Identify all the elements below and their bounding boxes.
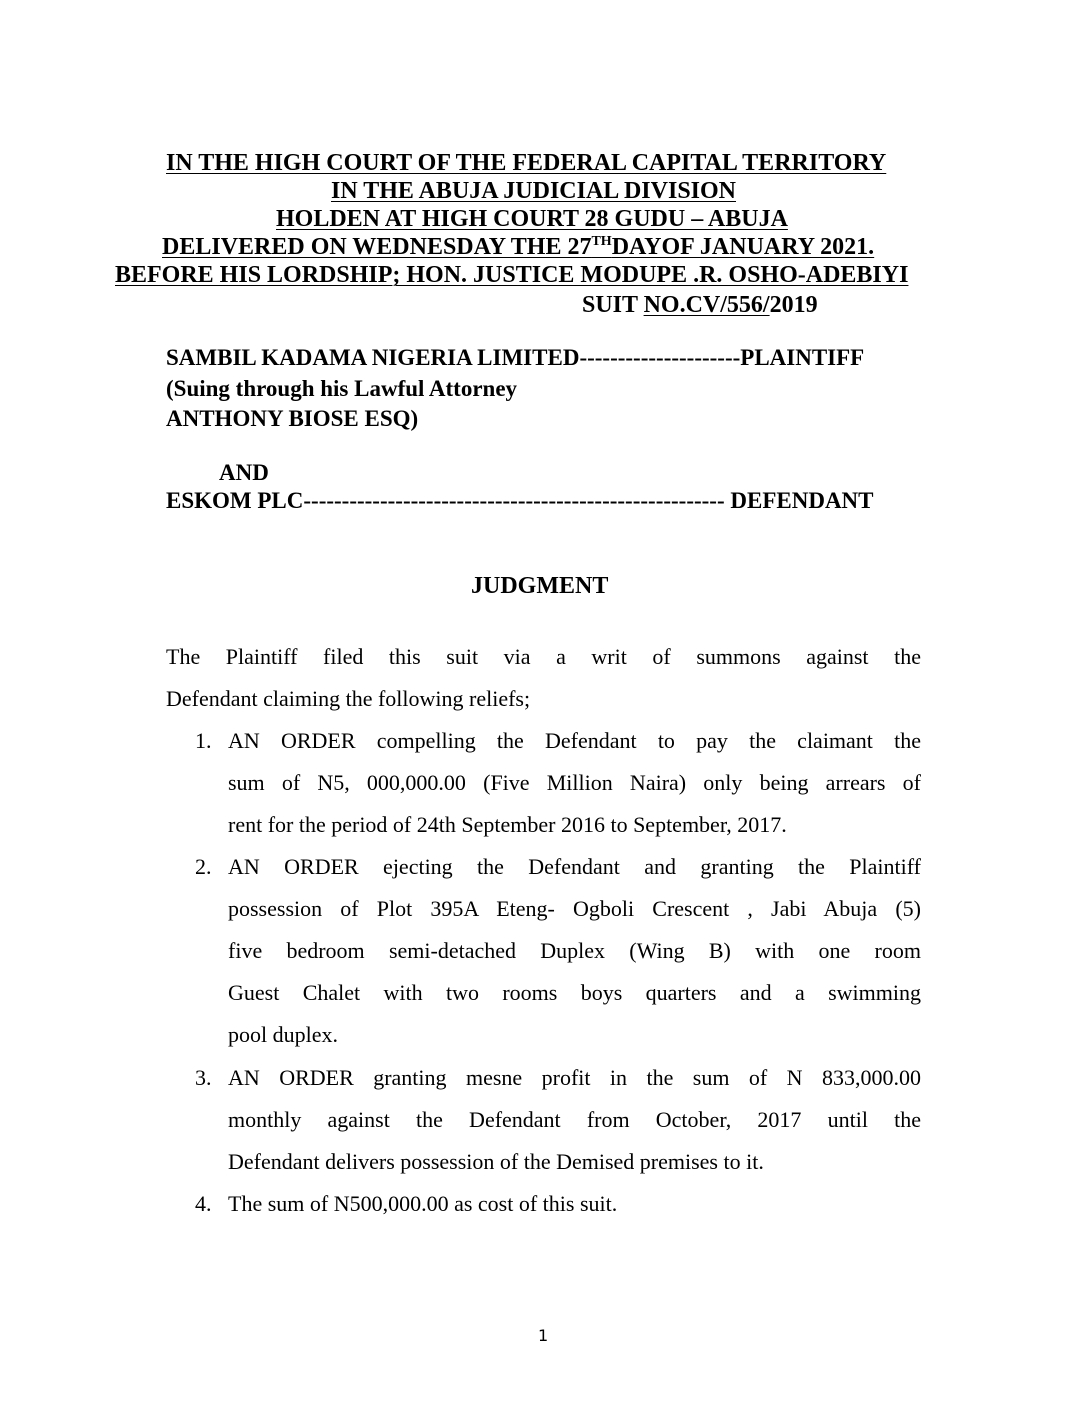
delivery-date-sup: TH xyxy=(591,234,612,249)
defendant-role: DEFENDANT xyxy=(724,488,874,513)
relief-line: monthly against the Defendant from October, 2017 until the xyxy=(228,1107,921,1132)
attorney-line-2: ANTHONY BIOSE ESQ) xyxy=(166,406,419,431)
relief-line: Guest Chalet with two rooms boys quarters and a swimming xyxy=(228,980,921,1005)
court-title: IN THE HIGH COURT OF THE FEDERAL CAPITAL TERRITORY xyxy=(166,150,887,176)
and-separator: AND xyxy=(219,460,269,485)
plaintiff-dashes: --------------------- xyxy=(579,345,741,370)
relief-number: 4. xyxy=(195,1191,212,1216)
relief-line: AN ORDER granting mesne profit in the sum of N 833,000.00 xyxy=(228,1065,921,1090)
relief-line: sum of N5, 000,000.00 (Five Million Naira) only being arrears of xyxy=(228,770,921,795)
defendant-line xyxy=(166,488,874,514)
judge-line: BEFORE HIS LORDSHIP; HON. JUSTICE MODUPE .R. OSHO-ADEBIYI xyxy=(115,262,909,288)
relief-line: pool duplex. xyxy=(228,1022,338,1047)
relief-number: 3. xyxy=(195,1065,212,1090)
relief-line: rent for the period of 24th September 2016 to September, 2017. xyxy=(228,812,787,837)
relief-number: 2. xyxy=(195,854,212,879)
suit-number xyxy=(582,292,818,319)
relief-line: five bedroom semi-detached Duplex (Wing B) with one room xyxy=(228,938,921,963)
delivery-date-pre: DELIVERED ON WEDNESDAY THE 27 xyxy=(162,234,592,260)
plaintiff-line xyxy=(166,345,864,371)
suit-number-value: NO.CV/556/ xyxy=(643,292,770,318)
suit-year: 2019 xyxy=(769,292,818,318)
attorney-line-1: (Suing through his Lawful Attorney xyxy=(166,376,518,401)
delivery-date-post: DAYOF JANUARY 2021. xyxy=(611,234,875,260)
defendant-dashes: ------------------------------------------------------- xyxy=(303,488,725,513)
judgment-title: JUDGMENT xyxy=(471,573,609,599)
delivery-date-line xyxy=(162,234,874,261)
plaintiff-name: SAMBIL KADAMA NIGERIA LIMITED xyxy=(166,345,580,370)
relief-line: Defendant delivers possession of the Demised premises to it. xyxy=(228,1149,764,1174)
relief-line: AN ORDER compelling the Defendant to pay the claimant the xyxy=(228,728,921,753)
plaintiff-role: PLAINTIFF xyxy=(740,345,865,370)
intro-line-1: The Plaintiff filed this suit via a writ of summons against the xyxy=(166,644,921,669)
holden-line: HOLDEN AT HIGH COURT 28 GUDU – ABUJA xyxy=(276,206,788,232)
intro-line-2: Defendant claiming the following reliefs; xyxy=(166,686,531,711)
suit-prefix: SUIT xyxy=(582,292,644,318)
relief-line: AN ORDER ejecting the Defendant and granting the Plaintiff xyxy=(228,854,921,879)
division-line: IN THE ABUJA JUDICIAL DIVISION xyxy=(331,178,736,204)
relief-number: 1. xyxy=(195,728,212,753)
relief-line: possession of Plot 395A Eteng- Ogboli Crescent , Jabi Abuja (5) xyxy=(228,896,921,921)
defendant-name: ESKOM PLC xyxy=(166,488,304,513)
relief-line: The sum of N500,000.00 as cost of this suit. xyxy=(228,1191,618,1216)
page-number: 1 xyxy=(538,1326,549,1345)
